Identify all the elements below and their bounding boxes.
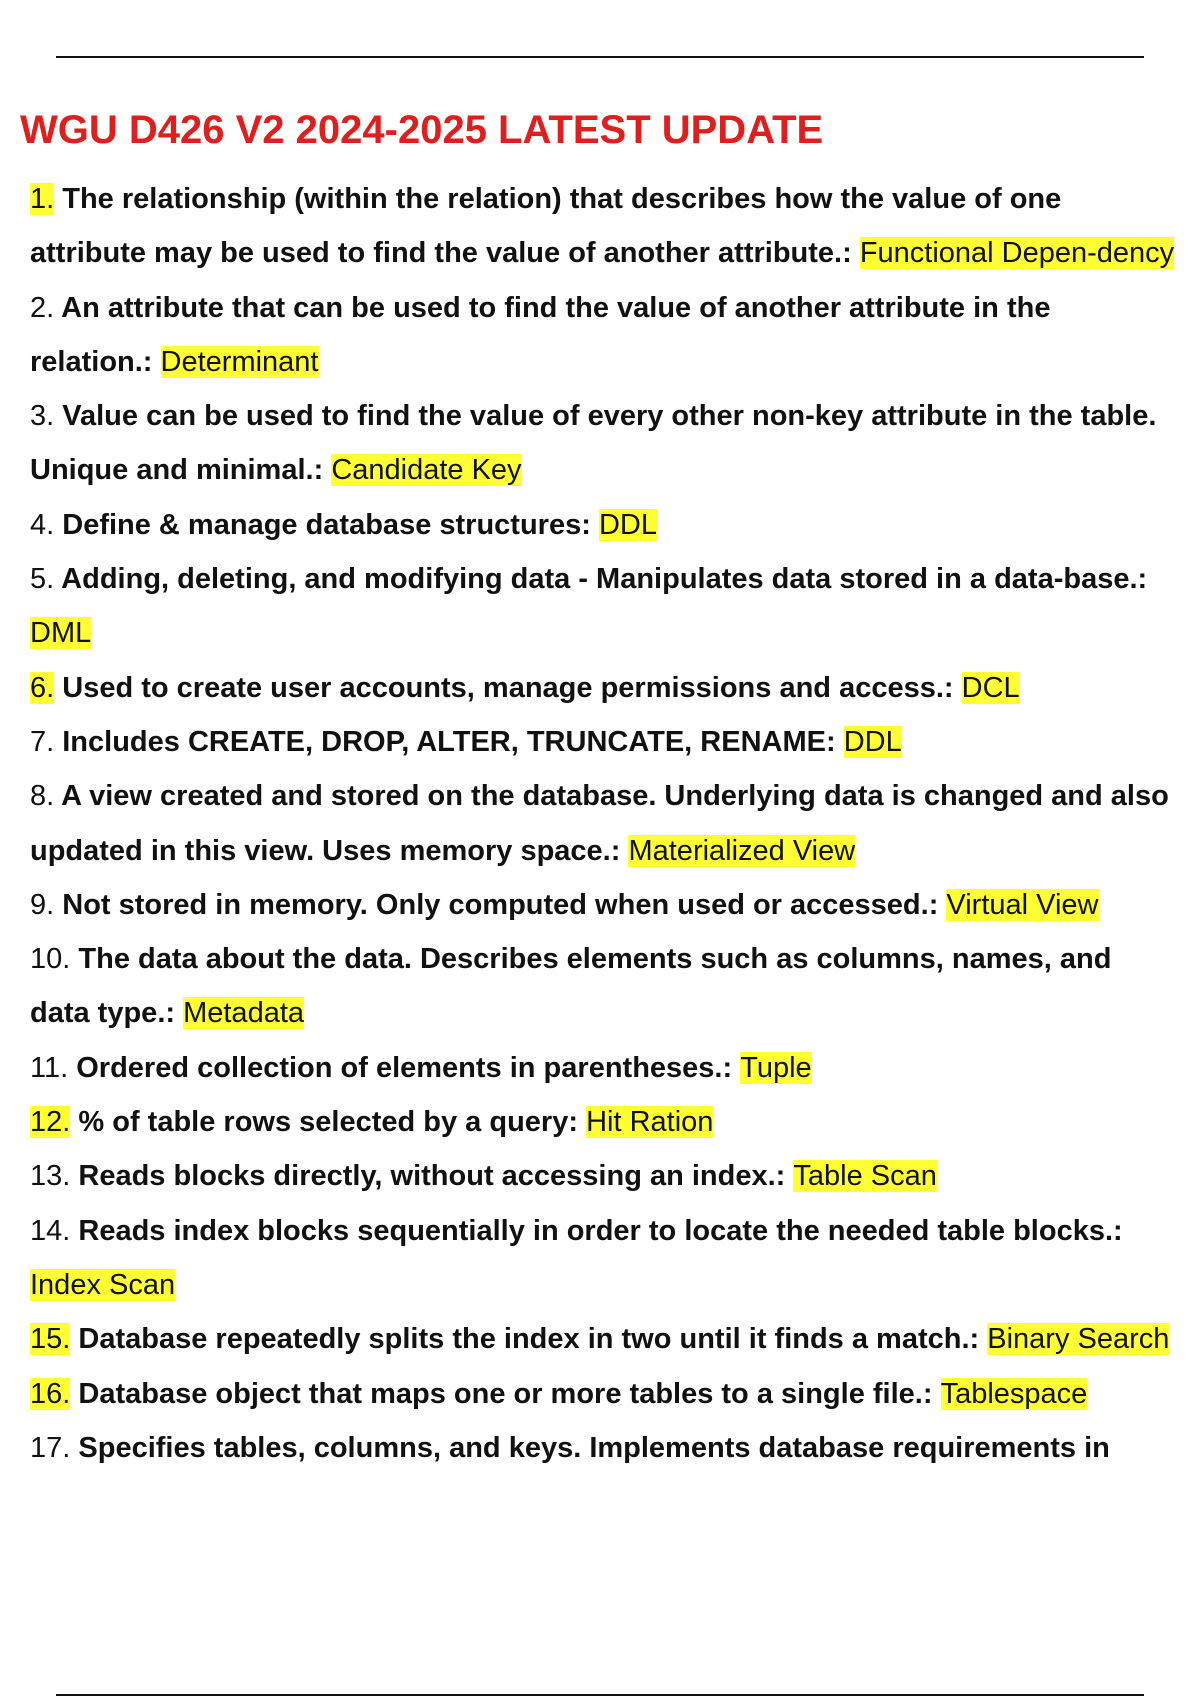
question-item (30, 552, 1178, 661)
question-number: 1. (30, 183, 55, 215)
answer-text: DDL (843, 725, 902, 758)
question-text: Includes CREATE, DROP, ALTER, TRUNCATE, RENAME: (62, 725, 836, 758)
answer-text: Hit Ration (586, 1106, 714, 1139)
question-text: Specifies tables, columns, and keys. Implements database requirements in (78, 1431, 1110, 1464)
question-text: The data about the data. Describes elements such as columns, names, and data type.: (30, 943, 1112, 1030)
question-number: 5. (30, 563, 55, 596)
question-item (30, 1149, 1178, 1203)
question-number: 16. (30, 1377, 71, 1410)
question-item (30, 1421, 1178, 1475)
answer-text: Table Scan (793, 1160, 937, 1193)
answer-text: Metadata (183, 997, 305, 1030)
answer-text: Tuple (740, 1051, 812, 1084)
question-number: 7. (30, 725, 55, 758)
question-number: 8. (30, 780, 55, 813)
question-number: 6. (30, 671, 55, 704)
question-number: 2. (30, 291, 55, 324)
question-item (30, 661, 1178, 715)
question-item (30, 1041, 1178, 1095)
question-number: 13. (30, 1160, 71, 1193)
question-text: Used to create user accounts, manage permissions and access.: (62, 671, 954, 704)
question-text: % of table rows selected by a query: (78, 1106, 578, 1139)
answer-text: Binary Search (987, 1323, 1170, 1356)
question-text: Reads blocks directly, without accessing an index.: (78, 1160, 786, 1193)
question-text: The relationship (within the relation) that describes how the value of one attribute may be used to find the value of another attribute.: (30, 183, 1062, 270)
question-item (30, 715, 1178, 769)
question-item (30, 1204, 1178, 1313)
question-item (30, 172, 1178, 281)
top-rule (56, 56, 1144, 58)
question-number: 9. (30, 888, 55, 921)
question-text: Define & manage database structures: (62, 508, 591, 541)
question-item (30, 1095, 1178, 1149)
question-number: 4. (30, 508, 55, 541)
question-item (30, 1367, 1178, 1421)
answer-text: DML (30, 617, 92, 650)
answer-text: Index Scan (30, 1268, 176, 1301)
question-item (30, 389, 1178, 498)
question-text: An attribute that can be used to find the value of another attribute in the relation.: (30, 291, 1051, 378)
question-number: 11. (30, 1051, 69, 1084)
question-number: 12. (30, 1106, 71, 1139)
answer-text: DCL (961, 671, 1020, 704)
question-text: A view created and stored on the database. Underlying data is changed and also updated in this view. Uses memory space.: (30, 780, 1169, 867)
question-text: Database object that maps one or more tables to a single file.: (78, 1377, 933, 1410)
question-number: 17. (30, 1431, 71, 1464)
question-number: 10. (30, 943, 71, 976)
answer-text: Tablespace (940, 1377, 1088, 1410)
question-item (30, 769, 1178, 878)
document-title: WGU D426 V2 2024-2025 LATEST UPDATE (20, 108, 824, 152)
question-text: Adding, deleting, and modifying data - Manipulates data stored in a data-base.: (61, 563, 1148, 596)
question-text: Not stored in memory. Only computed when used or accessed.: (62, 888, 939, 921)
question-text: Database repeatedly splits the index in two until it finds a match.: (78, 1323, 980, 1356)
question-item (30, 1312, 1178, 1366)
question-list (30, 172, 1178, 1475)
question-number: 14. (30, 1214, 71, 1247)
question-text: Ordered collection of elements in parentheses.: (76, 1051, 733, 1084)
answer-text: Virtual View (946, 888, 1099, 921)
question-number: 15. (30, 1323, 71, 1356)
question-item (30, 878, 1178, 932)
answer-text: Functional Depen-dency (859, 237, 1175, 270)
question-number: 3. (30, 400, 55, 433)
question-text: Reads index blocks sequentially in order to locate the needed table blocks.: (78, 1214, 1123, 1247)
bottom-rule (56, 1694, 1144, 1696)
question-item (30, 498, 1178, 552)
answer-text: DDL (598, 508, 657, 541)
question-item (30, 281, 1178, 390)
question-item (30, 932, 1178, 1041)
answer-text: Materialized View (628, 834, 856, 867)
question-text: Value can be used to find the value of every other non-key attribute in the table. Unique and minimal.: (30, 400, 1157, 487)
answer-text: Candidate Key (331, 454, 522, 487)
answer-text: Determinant (160, 345, 319, 378)
